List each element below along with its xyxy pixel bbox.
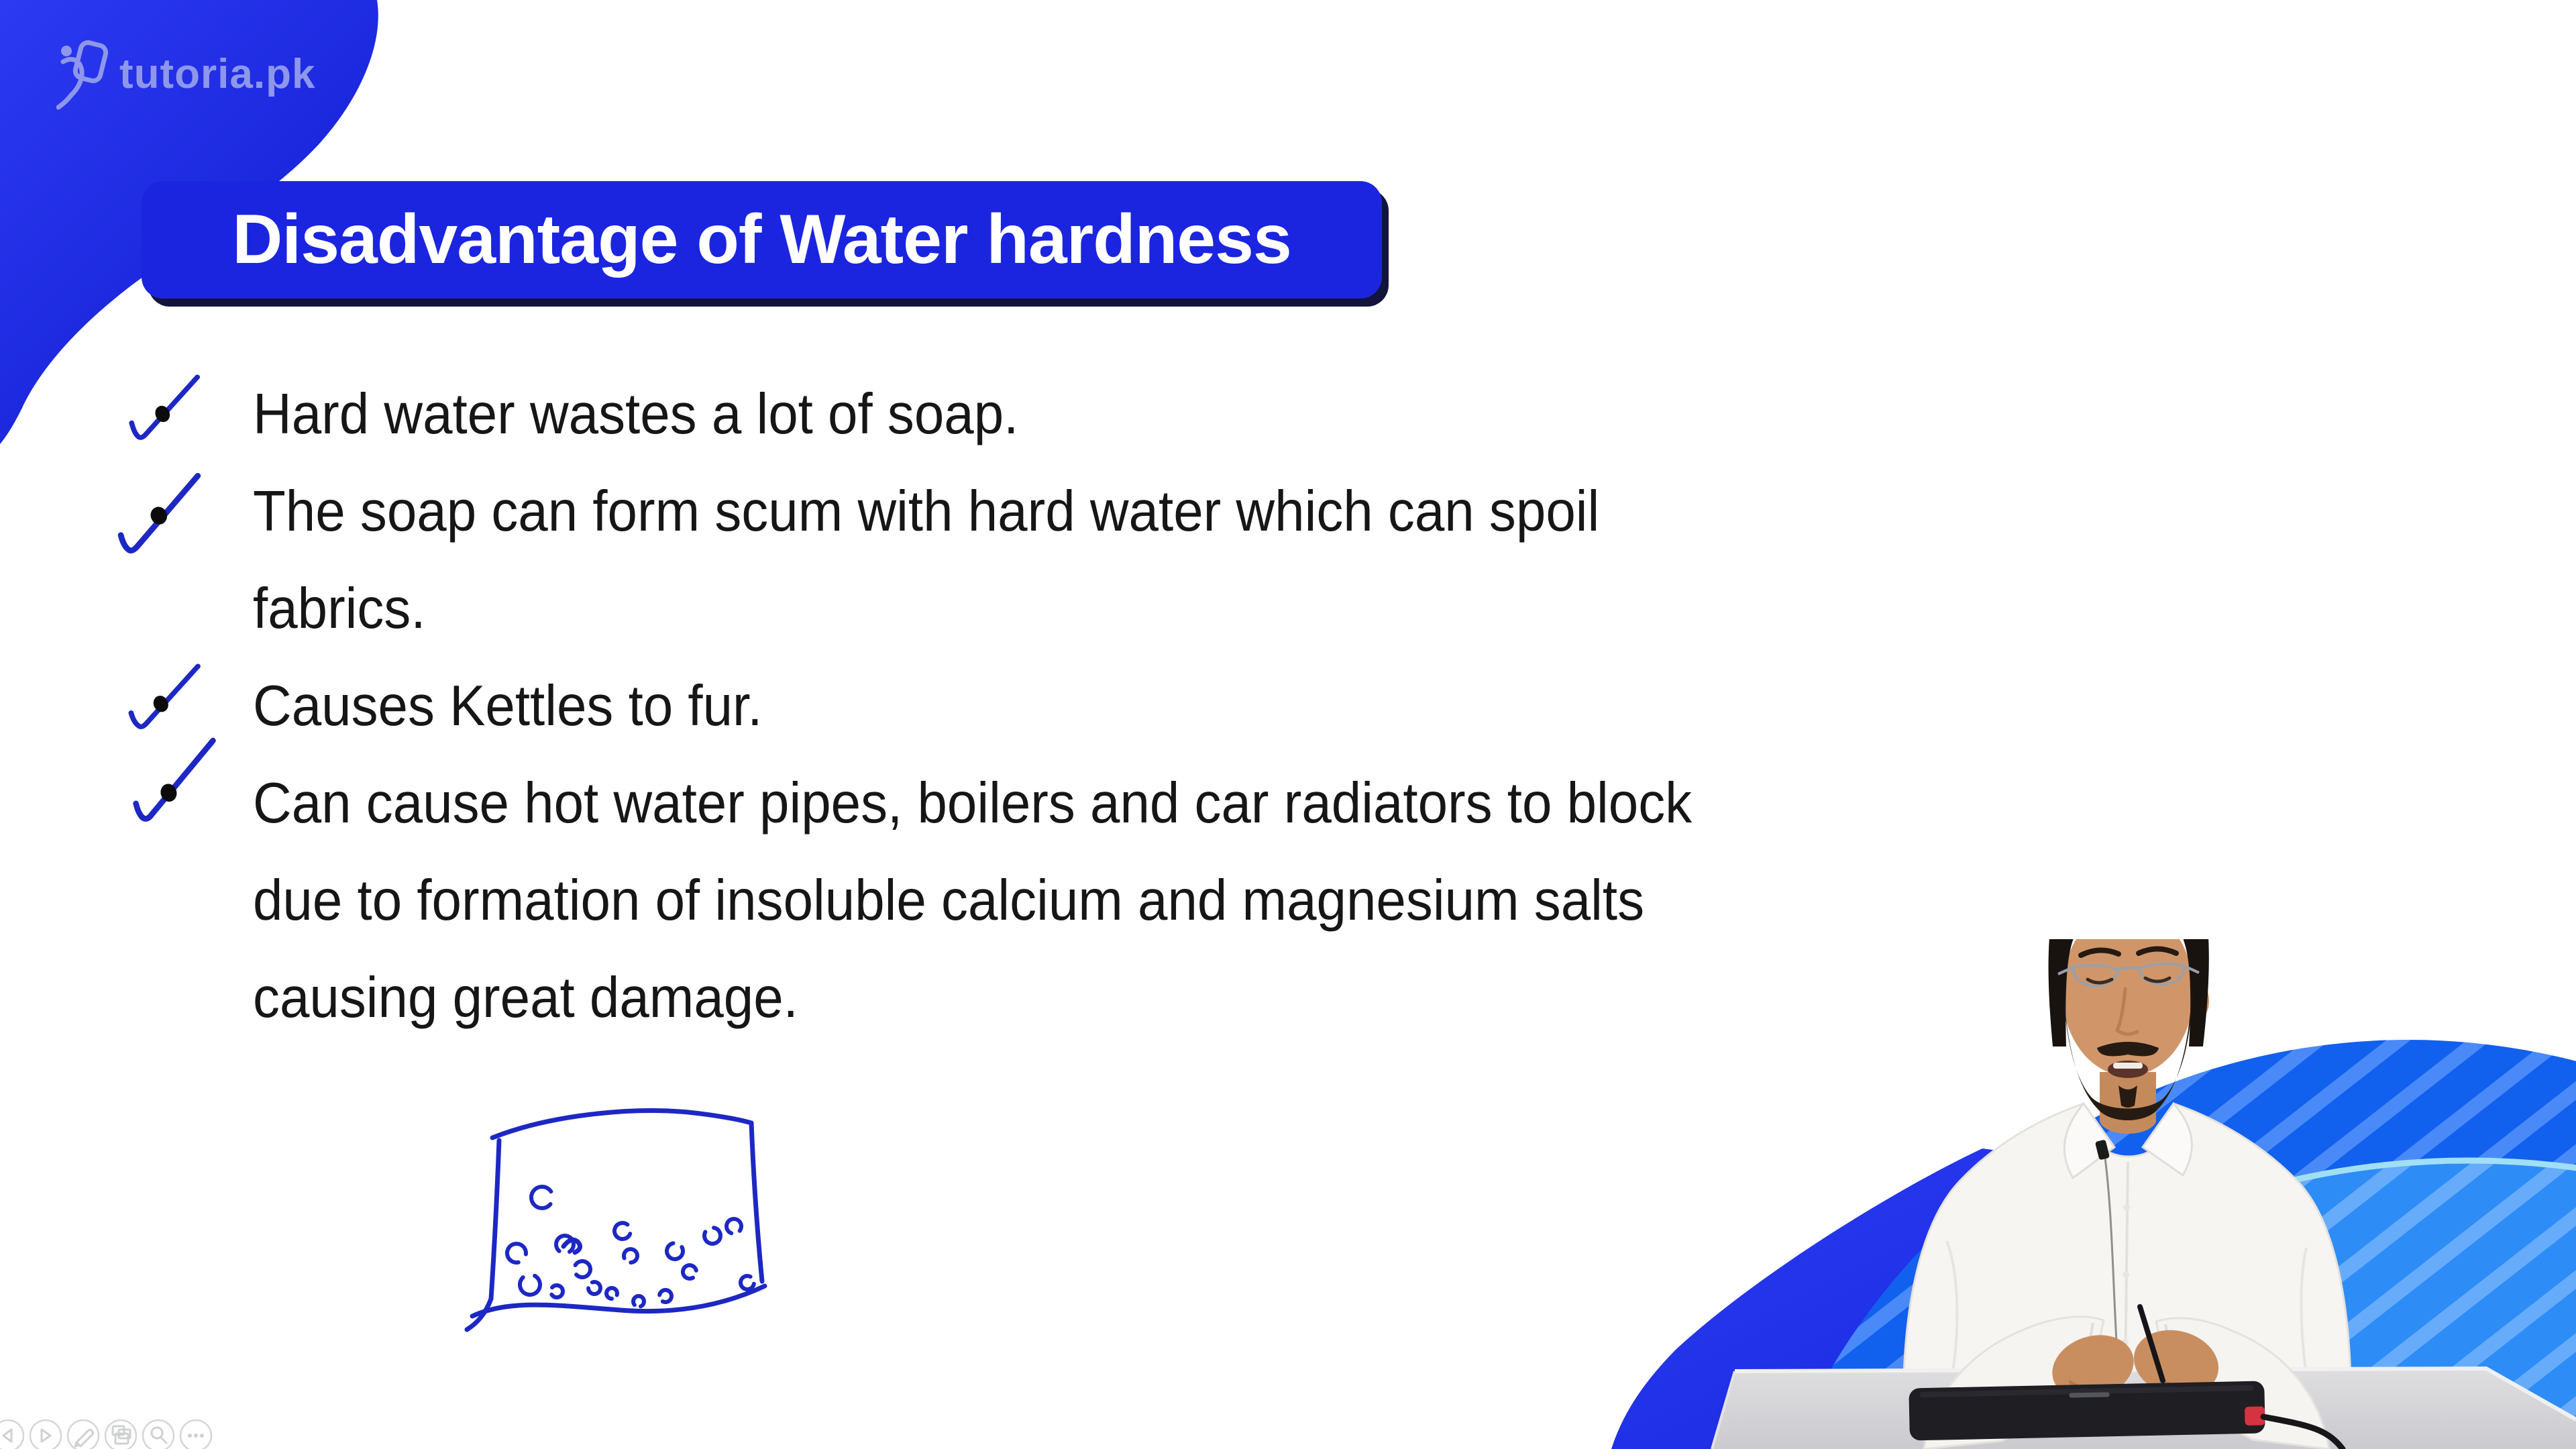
slide-title: Disadvantage of Water hardness	[232, 201, 1291, 278]
bullet-line: Hard water wastes a lot of soap.	[253, 382, 1019, 446]
handwritten-checkmark	[125, 659, 206, 734]
presenter-scene	[1543, 939, 2576, 1449]
brand-logo-text: tutoria.pk	[119, 50, 316, 97]
handwritten-checkmark	[126, 370, 205, 445]
handwritten-checkmark	[131, 735, 220, 825]
handwritten-checkmark	[115, 470, 206, 558]
bullet-line: Can cause hot water pipes, boilers and car radiators to block	[253, 771, 1693, 835]
pen-tool-button[interactable]	[68, 1420, 99, 1449]
previous-button[interactable]	[0, 1420, 23, 1449]
ellipsis-icon	[188, 1434, 204, 1438]
bullet-line: due to formation of insoluble calcium and magnesium salts	[253, 869, 1645, 932]
bullet-line: Causes Kettles to fur.	[253, 674, 763, 738]
bullet-line: The soap can form scum with hard water which can spoil	[253, 480, 1600, 543]
slide-title-pill	[142, 181, 1382, 299]
brand-logo	[56, 36, 315, 111]
hand-drawn-container-sketch	[463, 1087, 785, 1342]
slides-button[interactable]	[105, 1420, 136, 1449]
tutoria-runner-icon	[56, 36, 113, 111]
face	[2062, 939, 2194, 1076]
more-button[interactable]	[180, 1420, 211, 1449]
player-toolbar	[0, 1414, 221, 1449]
zoom-button[interactable]	[143, 1420, 174, 1449]
next-button[interactable]	[30, 1420, 61, 1449]
graphics-tablet	[1909, 1381, 2265, 1440]
bullet-line: causing great damage.	[253, 966, 798, 1030]
bullet-line: fabrics.	[253, 577, 426, 641]
